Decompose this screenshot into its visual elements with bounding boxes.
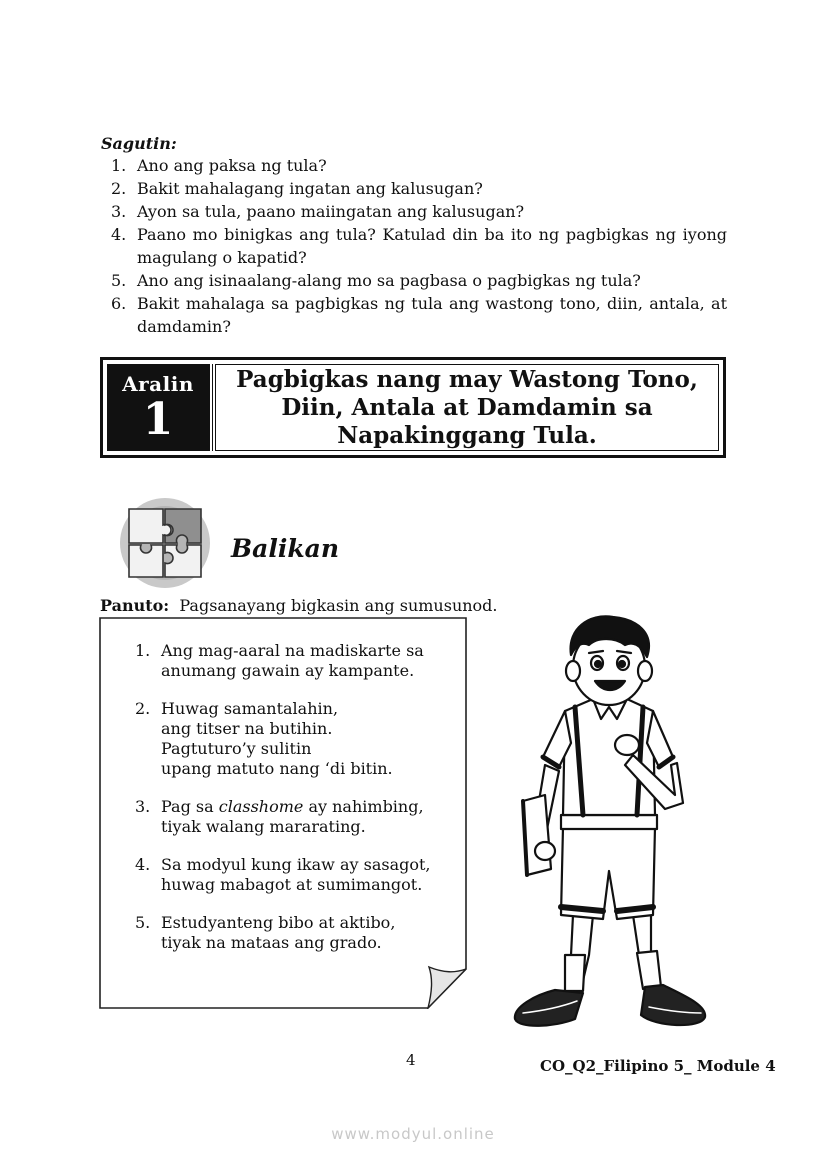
instruction-label: Panuto: [100,596,170,615]
question-text: Ano ang paksa ng tula? [137,156,327,175]
poem-line: Ang mag-aaral na madiskarte sa [161,641,424,660]
poem-line: huwag mabagot at sumimangot. [161,875,423,894]
poem-item [135,641,455,681]
poem-list [135,641,455,971]
poem-number: 5. [135,913,151,932]
poem-line: anumang gawain ay kampante. [161,661,415,680]
poem-text: ay nahimbing, [303,797,424,816]
question-text: Paano mo binigkas ang tula? Katulad din ba ito ng pagbigkas ng iyong magulang o kapatid? [137,225,727,267]
question-item [101,269,727,292]
poem-line: Estudyanteng bibo at aktibo, [161,913,396,932]
question-text: Ayon sa tula, paano maiingatan ang kalusugan? [137,202,525,221]
instruction-text: Pagsanayang bigkasin ang sumusunod. [179,596,498,615]
question-item [101,292,727,338]
watermark: www.modyul.online [331,1125,495,1143]
question-item [101,154,727,177]
page-number: 4 [406,1051,416,1069]
lesson-number-box [107,364,209,451]
question-item [101,223,727,269]
question-item [101,200,727,223]
question-number: 2. [111,179,127,198]
banner-divider [209,364,213,451]
poem-number: 4. [135,855,151,874]
question-number: 3. [111,202,127,221]
question-text: Bakit mahalaga sa pagbigkas ng tula ang wastong tono, diin, antala, at damdamin? [137,294,727,336]
poem-line [161,797,455,817]
student-illustration [505,615,715,1040]
poem-emphasis: classhome [218,797,304,816]
poem-line: tiyak walang mararating. [161,817,366,836]
question-text: Ano ang isinaalang-alang mo sa pagbasa o pagbigkas ng tula? [137,271,641,290]
question-number: 4. [111,225,127,244]
poem-number: 1. [135,641,151,660]
question-text: Bakit mahalagang ingatan ang kalusugan? [137,179,483,198]
poem-line: Pagtuturo’y sulitin [161,739,312,758]
poem-item [135,699,455,779]
lesson-title: Pagbigkas nang may Wastong Tono, Diin, Antala at Damdamin sa Napakinggang Tula. [236,366,698,449]
questions-label: Sagutin: [101,134,177,153]
question-number: 6. [111,294,127,313]
puzzle-icon [119,497,211,589]
lesson-label: Aralin [122,372,194,396]
question-item [101,177,727,200]
question-number: 5. [111,271,127,290]
poem-line: Sa modyul kung ikaw ay sasagot, [161,855,431,874]
poem-number: 2. [135,699,151,718]
poem-item [135,855,455,895]
instruction [100,596,498,615]
section-title: Balikan [231,534,340,563]
question-number: 1. [111,156,127,175]
lesson-banner [100,357,726,458]
poem-item [135,797,455,837]
lesson-number: 1 [142,394,174,445]
poem-line: upang matuto nang ‘di bitin. [161,759,393,778]
question-list [101,154,727,338]
poem-line: Huwag samantalahin, [161,699,339,718]
poem-line: ang titser na butihin. [161,719,333,738]
poem-line: tiyak na mataas ang grado. [161,933,382,952]
module-code: CO_Q2_Filipino 5_ Module 4 [540,1057,776,1075]
poem-number: 3. [135,797,151,816]
poem-text: Pag sa [161,797,219,816]
poem-item [135,913,455,953]
